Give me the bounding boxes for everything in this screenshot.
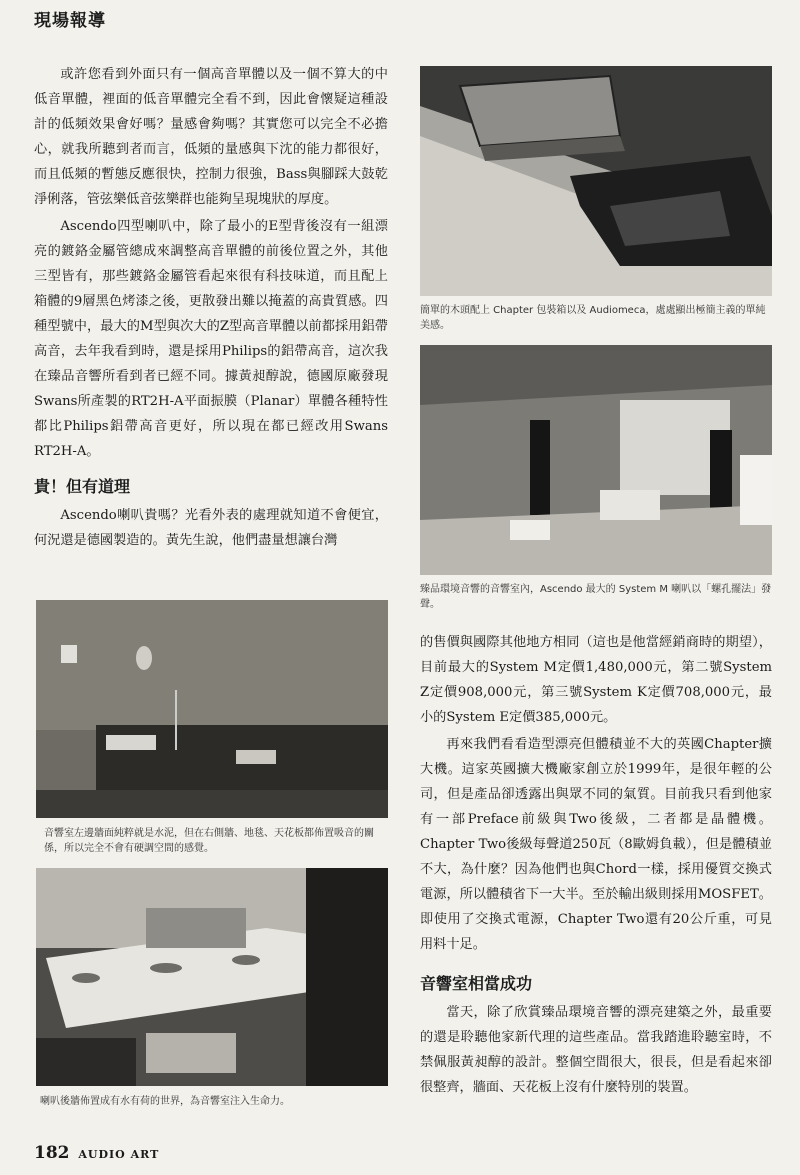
photo-caption: 簡單的木頭配上 Chapter 包裝箱以及 Audiomeca，處處顯出極簡主義的單純美感。 (420, 305, 766, 331)
section-title: 現場報導 (34, 11, 106, 31)
photo-water-lotus-wall (36, 868, 388, 1086)
left-text-column (34, 62, 388, 555)
photo-caption: 喇叭後牆佈置成有水有荷的世界，為音響室注入生命力。 (40, 1096, 290, 1107)
photo-caption: 臻品環境音響的音響室內，Ascendo 最大的 System M 喇叭以「螺孔擺法」發聲。 (420, 584, 772, 610)
body-paragraph: 再來我們看看造型漂亮但體積並不大的英國Chapter擴大機。這家英國擴大機廠家創立於1999年，是很年輕的公司，但是產品卻透露出與眾不同的氣質。目前我只看到他家有一部Preface前級與Two後級，二者都是晶體機。Chapter Two後級每聲道250瓦（8歐姆負載），但是體積並不大，為什麼？因為他們也與Chord一樣，採用優質交換式電源，所以體積省下一大半。至於輸出級則採用MOSFET。即使用了交換式電源，Chapter Two還有20公斤重，可見用料十足。 (420, 737, 772, 952)
photo-caption: 音響室左邊牆面純粹就是水泥，但在右側牆、地毯、天花板都佈置吸音的關係，所以完全不會有硬調空間的感覺。 (44, 828, 374, 854)
page-number: 182 (34, 1143, 70, 1163)
right-text-column (420, 630, 772, 1102)
body-paragraph: 或許您看到外面只有一個高音單體以及一個不算大的中低音單體，裡面的低音單體完全看不到，因此會懷疑這種設計的低頻效果會好嗎？量感會夠嗎？其實您可以完全不必擔心，就我所聽到者而言，低頻的量感與下沈的能力都很好，而且低頻的暫態反應很快，控制力很強，Bass與腳踩大鼓乾淨俐落，管弦樂低音弦樂群也能夠呈現塊狀的厚度。 (34, 67, 388, 207)
body-paragraph: Ascendo喇叭貴嗎？光看外表的處理就知道不會便宜，何況還是德國製造的。黃先生說，他們盡量想讓台灣 (34, 508, 388, 548)
section-heading: 貴！但有道理 (34, 477, 131, 496)
body-paragraph: Ascendo四型喇叭中，除了最小的E型背後沒有一組漂亮的鍍鉻金屬管總成來調整高音單體的前後位置之外，其他三型皆有，那些鍍鉻金屬管看起來很有科技味道，而且配上箱體的9層黑色烤漆之後，更散發出難以掩蓋的高貴質感。四種型號中，最大的M型與次大的Z型高音單體以前都採用鋁帶高音，去年我看到時，還是採用Philips的鋁帶高音，這次我在臻品音響所看到者已經不同。據黃昶醇說，德國原廠發現Swans所產製的RT2H-A平面振膜（Planar）單體各種特性都比Philips鋁帶高音更好，所以現在都已經改用Swans RT2H-A。 (34, 219, 388, 459)
body-paragraph: 當天，除了欣賞臻品環境音響的漂亮建築之外，最重要的還是聆聽他家新代理的這些產品。當我踏進聆聽室時，不禁佩服黃昶醇的設計。整個空間很大，很長，但是看起來卻很整齊，牆面、天花板上沒有什麼特別的裝置。 (420, 1005, 772, 1095)
magazine-name: AUDIO ART (78, 1148, 160, 1161)
section-heading: 音響室相當成功 (420, 974, 533, 993)
body-paragraph: 的售價與國際其他地方相同（這也是他當經銷商時的期望），目前最大的System M定價1,480,000元，第二號System Z定價908,000元，第三號System K定價708,000元，最小的System E定價385,000元。 (420, 635, 772, 725)
page-footer (34, 1143, 159, 1163)
photo-listening-room (420, 345, 772, 575)
photo-chapter-case (420, 66, 772, 296)
photo-concrete-wall-room (36, 600, 388, 818)
